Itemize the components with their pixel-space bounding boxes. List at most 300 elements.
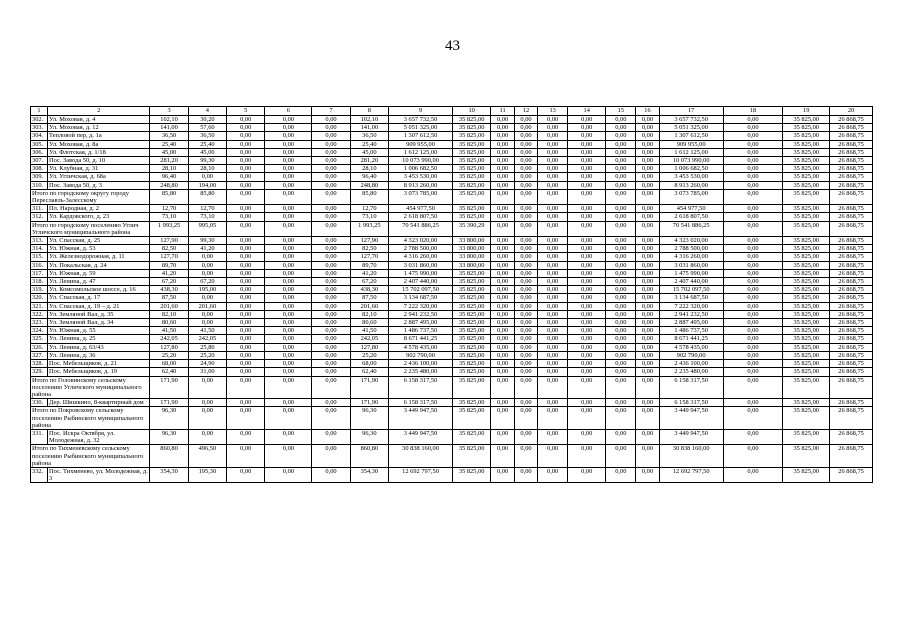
value-cell: 0,00 (723, 213, 783, 221)
value-cell: 102,10 (350, 116, 388, 124)
value-cell: 0,00 (514, 124, 537, 132)
value-cell: 0,00 (188, 294, 226, 302)
value-cell: 26 868,75 (830, 294, 873, 302)
value-cell: 35 825,00 (452, 269, 490, 277)
value-cell: 438,30 (350, 286, 388, 294)
value-cell: 496,50 (188, 445, 226, 468)
value-cell: 0,00 (636, 213, 659, 221)
row-number-cell: 316. (31, 261, 48, 269)
value-cell: 2 436 100,00 (659, 360, 723, 368)
value-cell: 0,00 (491, 286, 514, 294)
value-cell: 89,70 (150, 261, 188, 269)
value-cell: 0,00 (636, 343, 659, 351)
value-cell: 35 825,00 (783, 132, 830, 140)
value-cell: 0,00 (227, 335, 265, 343)
value-cell: 0,00 (723, 368, 783, 376)
value-cell: 0,00 (514, 181, 537, 189)
value-cell: 70 541 886,25 (389, 221, 453, 236)
value-cell: 35 825,00 (452, 360, 490, 368)
value-cell: 0,00 (312, 157, 350, 165)
value-cell: 35 825,00 (783, 445, 830, 468)
table-row (31, 335, 873, 343)
value-cell: 0,00 (227, 294, 265, 302)
value-cell: 0,00 (538, 302, 568, 310)
value-cell: 85,80 (188, 189, 226, 204)
value-cell: 0,00 (514, 368, 537, 376)
value-cell: 195,30 (188, 467, 226, 482)
value-cell: 0,00 (568, 269, 606, 277)
value-cell: 26 868,75 (830, 368, 873, 376)
value-cell: 57,60 (188, 124, 226, 132)
value-cell: 0,00 (606, 173, 636, 181)
value-cell: 0,00 (265, 173, 312, 181)
value-cell: 0,00 (538, 181, 568, 189)
value-cell: 0,00 (514, 376, 537, 399)
value-cell: 0,00 (636, 116, 659, 124)
value-cell: 0,00 (265, 116, 312, 124)
value-cell: 0,00 (312, 343, 350, 351)
value-cell: 0,00 (723, 360, 783, 368)
value-cell: 0,00 (538, 221, 568, 236)
value-cell: 2 887 495,00 (659, 319, 723, 327)
value-cell: 0,00 (606, 221, 636, 236)
value-cell: 0,00 (265, 429, 312, 444)
value-cell: 0,00 (723, 173, 783, 181)
address-cell: Ул. Железнодорожная, д. 11 (48, 253, 150, 261)
value-cell: 0,00 (227, 140, 265, 148)
address-cell: Ул. Спасская, д. 19 – д. 21 (48, 302, 150, 310)
column-number-cell: 12 (514, 107, 537, 116)
value-cell: 0,00 (188, 429, 226, 444)
column-number-cell: 15 (606, 107, 636, 116)
value-cell: 0,00 (538, 319, 568, 327)
value-cell: 0,00 (606, 360, 636, 368)
page-number: 43 (445, 38, 460, 54)
value-cell: 0,00 (514, 399, 537, 407)
value-cell: 0,00 (227, 165, 265, 173)
value-cell: 8 671 441,25 (389, 335, 453, 343)
value-cell: 0,00 (514, 407, 537, 430)
value-cell: 0,00 (514, 269, 537, 277)
value-cell: 0,00 (265, 376, 312, 399)
address-cell: Тепловой пер, д. 1а (48, 132, 150, 140)
value-cell: 0,00 (227, 148, 265, 156)
value-cell: 35 825,00 (783, 237, 830, 245)
value-cell: 0,00 (568, 221, 606, 236)
value-cell: 0,00 (227, 132, 265, 140)
value-cell: 2 941 232,50 (389, 310, 453, 318)
value-cell: 0,00 (227, 157, 265, 165)
address-cell: Ул. Моховая, д. 4 (48, 116, 150, 124)
value-cell: 0,00 (491, 116, 514, 124)
value-cell: 26 868,75 (830, 221, 873, 236)
row-number-cell: 324. (31, 327, 48, 335)
value-cell: 0,00 (265, 445, 312, 468)
value-cell: 26 868,75 (830, 376, 873, 399)
value-cell: 0,00 (538, 286, 568, 294)
value-cell: 0,00 (265, 327, 312, 335)
value-cell: 0,00 (723, 205, 783, 213)
value-cell: 26 868,75 (830, 467, 873, 482)
value-cell: 0,00 (636, 181, 659, 189)
row-number-cell: 315. (31, 253, 48, 261)
value-cell: 0,00 (312, 253, 350, 261)
value-cell: 4 323 020,00 (659, 237, 723, 245)
value-cell: 4 323 020,00 (389, 237, 453, 245)
value-cell: 0,00 (636, 261, 659, 269)
value-cell: 89,70 (350, 261, 388, 269)
subtotal-row (31, 189, 873, 204)
value-cell: 0,00 (636, 467, 659, 482)
value-cell: 25,20 (350, 351, 388, 359)
value-cell: 1 307 612,50 (389, 132, 453, 140)
value-cell: 0,00 (188, 319, 226, 327)
value-cell: 35 825,00 (783, 116, 830, 124)
value-cell: 0,00 (538, 261, 568, 269)
value-cell: 0,00 (265, 181, 312, 189)
address-cell: Пос. Завода 50, д. 10 (48, 157, 150, 165)
table-row (31, 148, 873, 156)
value-cell: 36,50 (150, 132, 188, 140)
value-cell: 1 475 990,00 (659, 269, 723, 277)
row-number-cell: 303. (31, 124, 48, 132)
row-number-cell: 321. (31, 302, 48, 310)
value-cell: 0,00 (514, 148, 537, 156)
value-cell: 0,00 (312, 181, 350, 189)
value-cell: 3 073 785,00 (659, 189, 723, 204)
table-row (31, 157, 873, 165)
value-cell: 96,40 (150, 173, 188, 181)
value-cell: 0,00 (568, 165, 606, 173)
value-cell: 0,00 (312, 213, 350, 221)
value-cell: 0,00 (606, 302, 636, 310)
value-cell: 3 657 732,50 (659, 116, 723, 124)
value-cell: 0,00 (606, 294, 636, 302)
value-cell: 2 436 100,00 (389, 360, 453, 368)
value-cell: 35 825,00 (783, 140, 830, 148)
value-cell: 12 692 797,50 (389, 467, 453, 482)
value-cell: 0,00 (606, 343, 636, 351)
value-cell: 0,00 (491, 205, 514, 213)
row-number-cell: 318. (31, 278, 48, 286)
value-cell: 67,20 (188, 278, 226, 286)
value-cell: 0,00 (568, 310, 606, 318)
value-cell: 2 407 440,00 (389, 278, 453, 286)
value-cell: 0,00 (538, 310, 568, 318)
value-cell: 127,90 (150, 237, 188, 245)
value-cell: 281,20 (350, 157, 388, 165)
table-row (31, 310, 873, 318)
row-number-cell: 307. (31, 157, 48, 165)
value-cell: 35 825,00 (783, 173, 830, 181)
value-cell: 1 486 737,50 (389, 327, 453, 335)
column-number-cell: 6 (265, 107, 312, 116)
value-cell: 0,00 (606, 327, 636, 335)
value-cell: 171,90 (350, 399, 388, 407)
value-cell: 0,00 (265, 261, 312, 269)
value-cell: 0,00 (568, 376, 606, 399)
value-cell: 0,00 (723, 261, 783, 269)
subtotal-label: Итого по Тихменевскому сельскому поселению Рыбинского муниципального района (31, 445, 150, 468)
column-number-cell: 18 (723, 107, 783, 116)
value-cell: 0,00 (265, 360, 312, 368)
column-number-cell: 13 (538, 107, 568, 116)
address-cell: Ул. Моховая, д. 8а (48, 140, 150, 148)
table-row (31, 140, 873, 148)
value-cell: 35 825,00 (452, 213, 490, 221)
value-cell: 35 825,00 (783, 269, 830, 277)
value-cell: 0,00 (514, 245, 537, 253)
row-number-cell: 309. (31, 173, 48, 181)
value-cell: 28,10 (188, 165, 226, 173)
value-cell: 0,00 (514, 286, 537, 294)
value-cell: 127,70 (350, 253, 388, 261)
value-cell: 99,30 (188, 157, 226, 165)
address-cell: Пос. Искра Октября, ул. Молодежная, д. 32 (48, 429, 150, 444)
table-row (31, 327, 873, 335)
table-row (31, 351, 873, 359)
value-cell: 0,00 (312, 335, 350, 343)
value-cell: 80,60 (350, 319, 388, 327)
value-cell: 0,00 (514, 213, 537, 221)
value-cell: 0,00 (265, 237, 312, 245)
value-cell: 127,80 (150, 343, 188, 351)
value-cell: 67,20 (150, 278, 188, 286)
value-cell: 0,00 (265, 310, 312, 318)
value-cell: 0,00 (606, 368, 636, 376)
value-cell: 0,00 (568, 407, 606, 430)
value-cell: 0,00 (312, 376, 350, 399)
value-cell: 24,90 (188, 360, 226, 368)
value-cell: 26 868,75 (830, 205, 873, 213)
value-cell: 0,00 (227, 237, 265, 245)
value-cell: 26 868,75 (830, 445, 873, 468)
value-cell: 0,00 (514, 173, 537, 181)
value-cell: 0,00 (723, 399, 783, 407)
value-cell: 35 825,00 (783, 319, 830, 327)
value-cell: 0,00 (312, 360, 350, 368)
value-cell: 85,80 (350, 189, 388, 204)
value-cell: 35 825,00 (452, 407, 490, 430)
address-cell: Ул. Угличская, д. 68а (48, 173, 150, 181)
value-cell: 26 868,75 (830, 165, 873, 173)
value-cell: 0,00 (723, 269, 783, 277)
value-cell: 0,00 (227, 245, 265, 253)
value-cell: 0,00 (538, 205, 568, 213)
value-cell: 0,00 (227, 467, 265, 482)
value-cell: 0,00 (312, 245, 350, 253)
value-cell: 33 800,00 (452, 245, 490, 253)
value-cell: 0,00 (723, 376, 783, 399)
value-cell: 0,00 (265, 213, 312, 221)
value-cell: 82,50 (150, 245, 188, 253)
value-cell: 0,00 (636, 407, 659, 430)
value-cell: 0,00 (491, 213, 514, 221)
value-cell: 3 134 687,50 (389, 294, 453, 302)
value-cell: 0,00 (227, 351, 265, 359)
value-cell: 35 825,00 (783, 148, 830, 156)
value-cell: 82,10 (350, 310, 388, 318)
value-cell: 0,00 (606, 165, 636, 173)
value-cell: 127,80 (350, 343, 388, 351)
value-cell: 68,00 (350, 360, 388, 368)
value-cell: 0,00 (538, 351, 568, 359)
value-cell: 0,00 (538, 253, 568, 261)
value-cell: 0,00 (514, 237, 537, 245)
table-row (31, 181, 873, 189)
value-cell: 8 913 260,00 (659, 181, 723, 189)
value-cell: 0,00 (606, 181, 636, 189)
value-cell: 0,00 (723, 237, 783, 245)
address-cell: Ул. Комсомольское шоссе, д. 16 (48, 286, 150, 294)
value-cell: 0,00 (606, 132, 636, 140)
column-number-cell: 5 (227, 107, 265, 116)
value-cell: 0,00 (636, 221, 659, 236)
value-cell: 0,00 (514, 278, 537, 286)
value-cell: 26 868,75 (830, 407, 873, 430)
value-cell: 35 825,00 (452, 351, 490, 359)
value-cell: 0,00 (491, 319, 514, 327)
value-cell: 0,00 (538, 132, 568, 140)
value-cell: 3 073 785,00 (389, 189, 453, 204)
value-cell: 35 825,00 (783, 343, 830, 351)
value-cell: 15 702 097,50 (659, 286, 723, 294)
value-cell: 0,00 (636, 368, 659, 376)
table-row (31, 213, 873, 221)
value-cell: 909 955,00 (389, 140, 453, 148)
value-cell: 2 788 500,00 (659, 245, 723, 253)
value-cell: 0,00 (491, 245, 514, 253)
column-number-cell: 4 (188, 107, 226, 116)
table-row (31, 429, 873, 444)
subtotal-label: Итого по городскому округу городу Переславль-Залесскому (31, 189, 150, 204)
value-cell: 0,00 (723, 351, 783, 359)
value-cell: 12 692 797,50 (659, 467, 723, 482)
value-cell: 35 390,29 (452, 221, 490, 236)
value-cell: 35 825,00 (783, 253, 830, 261)
value-cell: 28,10 (150, 165, 188, 173)
value-cell: 0,00 (227, 319, 265, 327)
value-cell: 0,00 (723, 327, 783, 335)
value-cell: 0,00 (312, 221, 350, 236)
value-cell: 33 800,00 (452, 261, 490, 269)
value-cell: 0,00 (491, 261, 514, 269)
value-cell: 26 868,75 (830, 343, 873, 351)
value-cell: 3 134 687,50 (659, 294, 723, 302)
value-cell: 0,00 (606, 286, 636, 294)
value-cell: 35 825,00 (783, 407, 830, 430)
value-cell: 1 486 737,50 (659, 327, 723, 335)
table-row (31, 343, 873, 351)
value-cell: 2 618 807,50 (389, 213, 453, 221)
value-cell: 35 825,00 (783, 181, 830, 189)
value-cell: 35 825,00 (783, 360, 830, 368)
subtotal-row (31, 376, 873, 399)
value-cell: 0,00 (568, 343, 606, 351)
value-cell: 0,00 (514, 302, 537, 310)
value-cell: 0,00 (265, 245, 312, 253)
address-cell: Пос. Завода 50, д. 3 (48, 181, 150, 189)
value-cell: 35 825,00 (452, 319, 490, 327)
table-row (31, 124, 873, 132)
value-cell: 0,00 (312, 302, 350, 310)
value-cell: 1 006 682,50 (659, 165, 723, 173)
value-cell: 0,00 (312, 189, 350, 204)
value-cell: 36,50 (350, 132, 388, 140)
value-cell: 0,00 (188, 253, 226, 261)
address-cell: Ул. Южная, д. 59 (48, 269, 150, 277)
value-cell: 0,00 (312, 327, 350, 335)
table-row (31, 253, 873, 261)
value-cell: 1 993,25 (350, 221, 388, 236)
value-cell: 0,00 (568, 360, 606, 368)
value-cell: 26 868,75 (830, 399, 873, 407)
value-cell: 0,00 (227, 302, 265, 310)
value-cell: 33 800,00 (452, 253, 490, 261)
value-cell: 3 657 732,50 (389, 116, 453, 124)
value-cell: 0,00 (606, 467, 636, 482)
value-cell: 0,00 (606, 237, 636, 245)
value-cell: 0,00 (538, 294, 568, 302)
value-cell: 41,50 (150, 327, 188, 335)
value-cell: 35 825,00 (783, 157, 830, 165)
value-cell: 35 825,00 (783, 286, 830, 294)
value-cell: 33 800,00 (452, 237, 490, 245)
value-cell: 0,00 (265, 157, 312, 165)
value-cell: 0,00 (636, 140, 659, 148)
value-cell: 3 453 530,00 (659, 173, 723, 181)
value-cell: 0,00 (538, 237, 568, 245)
value-cell: 35 825,00 (783, 376, 830, 399)
value-cell: 909 955,00 (659, 140, 723, 148)
address-cell: Ул. Земляной Вал, д. 35 (48, 310, 150, 318)
value-cell: 26 868,75 (830, 310, 873, 318)
value-cell: 96,30 (150, 429, 188, 444)
column-number-cell: 19 (783, 107, 830, 116)
value-cell: 902 790,00 (389, 351, 453, 359)
column-number-cell: 16 (636, 107, 659, 116)
value-cell: 0,00 (227, 213, 265, 221)
row-number-cell: 302. (31, 116, 48, 124)
address-cell: Пос. Мебельщиков, д. 21 (48, 360, 150, 368)
row-number-cell: 306. (31, 148, 48, 156)
value-cell: 4 578 435,00 (659, 343, 723, 351)
value-cell: 0,00 (265, 335, 312, 343)
address-cell: Ул. Спасская, д. 17 (48, 294, 150, 302)
value-cell: 0,00 (265, 189, 312, 204)
value-cell: 2 887 495,00 (389, 319, 453, 327)
value-cell: 0,00 (491, 327, 514, 335)
value-cell: 35 825,00 (452, 278, 490, 286)
value-cell: 67,20 (350, 278, 388, 286)
value-cell: 0,00 (723, 294, 783, 302)
value-cell: 1 612 125,00 (389, 148, 453, 156)
value-cell: 0,00 (491, 351, 514, 359)
value-cell: 26 868,75 (830, 237, 873, 245)
value-cell: 26 868,75 (830, 157, 873, 165)
column-number-cell: 20 (830, 107, 873, 116)
value-cell: 45,00 (188, 148, 226, 156)
value-cell: 0,00 (568, 467, 606, 482)
subtotal-row (31, 407, 873, 430)
value-cell: 0,00 (568, 213, 606, 221)
value-cell: 201,60 (188, 302, 226, 310)
table-row (31, 116, 873, 124)
value-cell: 0,00 (636, 124, 659, 132)
row-number-cell: 313. (31, 237, 48, 245)
column-number-cell: 9 (389, 107, 453, 116)
value-cell: 0,00 (265, 132, 312, 140)
